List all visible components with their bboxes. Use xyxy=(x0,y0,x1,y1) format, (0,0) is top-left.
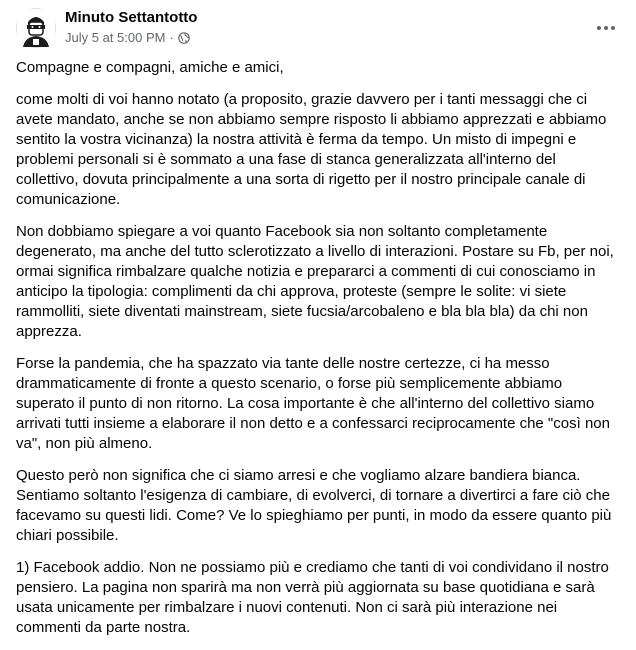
post-paragraph-greeting: Compagne e compagni, amiche e amici, xyxy=(16,59,284,76)
post-timestamp[interactable]: July 5 at 5:00 PM xyxy=(65,30,166,45)
post-body xyxy=(16,58,616,650)
more-options-icon xyxy=(596,25,616,31)
post-paragraph: Questo però non significa che ci siamo arresi e che vogliamo alzare bandiera bianca. Sentiamo soltanto l'esigenza di cambiare, di evolverci, di tornare a divertirci a fare ciò che facevamo su questi lidi. Come? Ve lo spieghiamo per punti, in modo da essere quanto più chiari possibile. xyxy=(16,467,612,544)
post-meta xyxy=(65,30,190,45)
post-header xyxy=(16,0,620,58)
post-paragraph: Non dobbiamo spiegare a voi quanto Facebook sia non soltanto completamente degenerato, ma anche del tutto sclerotizzato a livello di interazioni. Postare su Fb, per noi, ormai significa rimbalzare qualche notizia e prepararci a commenti di cui conosciamo in anticipo la tipologia: complimenti da chi approva, proteste (sempre le solite: vi siete rammolliti, siete diventati mainstream, siete fucsia/arcobaleno e bla bla bla) da chi non apprezza. xyxy=(16,223,614,340)
globe-icon[interactable] xyxy=(178,32,190,44)
more-options-button[interactable] xyxy=(588,14,624,42)
avatar-figure-icon xyxy=(17,9,55,47)
page-avatar[interactable] xyxy=(16,8,56,48)
post-paragraph: Forse la pandemia, che ha spazzato via tante delle nostre certezze, ci ha messo drammaticamente di fronte a questo scenario, o forse più semplicemente abbiamo superato il punto di non ritorno. La cosa importante è che all'interno del collettivo siamo arrivati tutti insieme a elaborare il non detto e a confessarci reciprocamente che "così non va", non più almeno. xyxy=(16,355,610,452)
post-paragraph: 1) Facebook addio. Non ne possiamo più e crediamo che tanti di voi condividano il nostro pensiero. La pagina non sparirà ma non verrà più aggiornata su base quotidiana e sarà usata unicamente per rimbalzare i nuovi contenuti. Non ci sarà più interazione nei commenti da parte nostra. xyxy=(16,559,609,636)
meta-separator: · xyxy=(169,30,174,45)
post-author-name[interactable]: Minuto Settantotto xyxy=(65,9,198,26)
post-paragraph: come molti di voi hanno notato (a proposito, grazie davvero per i tanti messaggi che ci avete mandato, anche se non abbiamo sempre risposto li abbiamo apprezzati e abbiamo sentito la vostra vicinanza) la nostra attività è ferma da tempo. Un misto di impegni e problemi personali si è sommato a una fase di stanca generalizzata all'interno del collettivo, dovuta principalmente a una sorta di rigetto per il nostro principale canale di comunicazione. xyxy=(16,91,607,208)
